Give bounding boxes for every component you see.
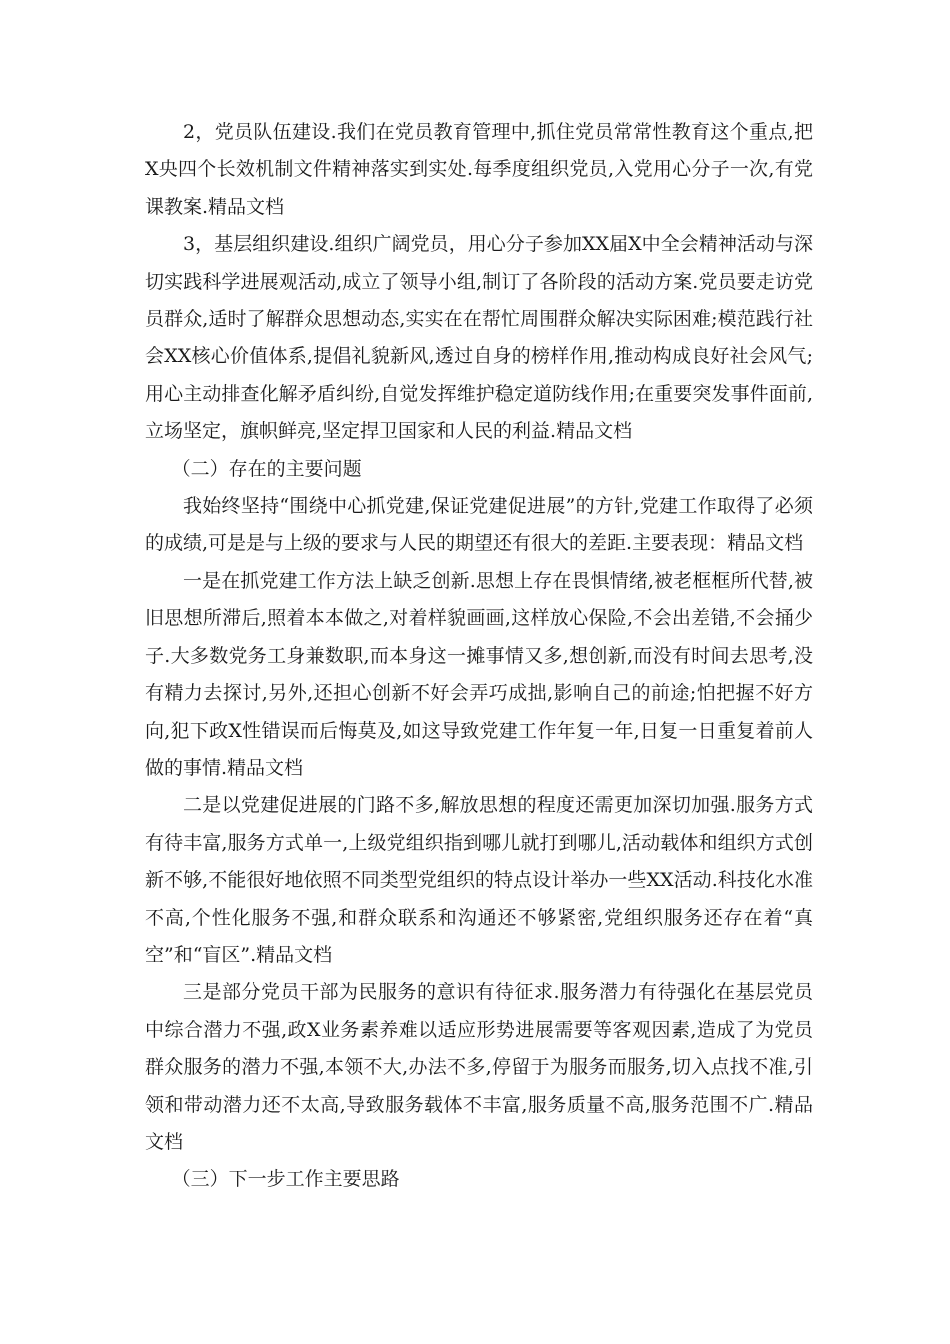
document-body (145, 114, 813, 1199)
paragraph-problem-one: 一是在抓党建工作方法上缺乏创新.思想上存在畏惧情绪,被老框框所代替,被旧思想所滞后,照着本本做之,对着样貌画画,这样放心保险,不会出差错,不会捅少子.大多数党务工身兼数职,而本身这一摊事情又多,想创新,而没有时间去思考,没有精力去探讨,另外,还担心创新不好会弄巧成拙,影响自己的前途;怕把握不好方向,犯下政X性错误而后悔莫及,如这导致党建工作年复一年,日复一日重复着前人做的事情.精品文档 (145, 569, 813, 779)
paragraph-grassroots-organization: 3，基层组织建设.组织广阔党员，用心分子参加XX届X中全会精神活动与深切实践科学进展观活动,成立了领导小组,制订了各阶段的活动方案.党员要走访党员群众,适时了解群众思想动态,实实在在帮忙周围群众解决实际困难;模范践行社会XX核心价值体系,提倡礼貌新风,透过自身的榜样作用,推动构成良好社会风气;用心主动排查化解矛盾纠纷,自觉发挥维护稳定道防线作用;在重要突发事件面前,立场坚定，旗帜鲜亮,坚定捍卫国家和人民的利益.精品文档 (145, 233, 813, 443)
section-heading-main-problems: （二）存在的主要问题 (171, 457, 362, 480)
paragraph-problem-three: 三是部分党员干部为民服务的意识有待征求.服务潜力有待强化在基层党员中综合潜力不强,政X业务素养难以适应形势进展需要等客观因素,造成了为党员群众服务的潜力不强,本领不大,办法不多,停留于为服务而服务,切入点找不准,引领和带动潜力还不太高,导致服务载体不丰富,服务质量不高,服务范围不广.精品文档 (145, 981, 813, 1153)
paragraph-problems-intro: 我始终坚持“围绕中心抓党建,保证党建促进展”的方针,党建工作取得了必须的成绩,可是是与上级的要求与人民的期望还有很大的差距.主要表现：精品文档 (145, 495, 813, 555)
paragraph-problem-two: 二是以党建促进展的门路不多,解放思想的程度还需更加深切加强.服务方式有待丰富,服务方式单一,上级党组织指到哪儿就打到哪儿,活动载体和组织方式创新不够,不能很好地依照不同类型党组织的特点设计举办一些XX活动.科技化水准不高,个性化服务不强,和群众联系和沟通还不够紧密,党组织服务还存在着“真空”和“盲区”.精品文档 (145, 794, 813, 966)
section-heading-next-steps: （三）下一步工作主要思路 (171, 1168, 400, 1191)
paragraph-party-member-team: 2，党员队伍建设.我们在党员教育管理中,抓住党员常常性教育这个重点,把X央四个长效机制文件精神落实到实处.每季度组织党员,入党用心分子一次,有党课教案.精品文档 (145, 121, 813, 218)
